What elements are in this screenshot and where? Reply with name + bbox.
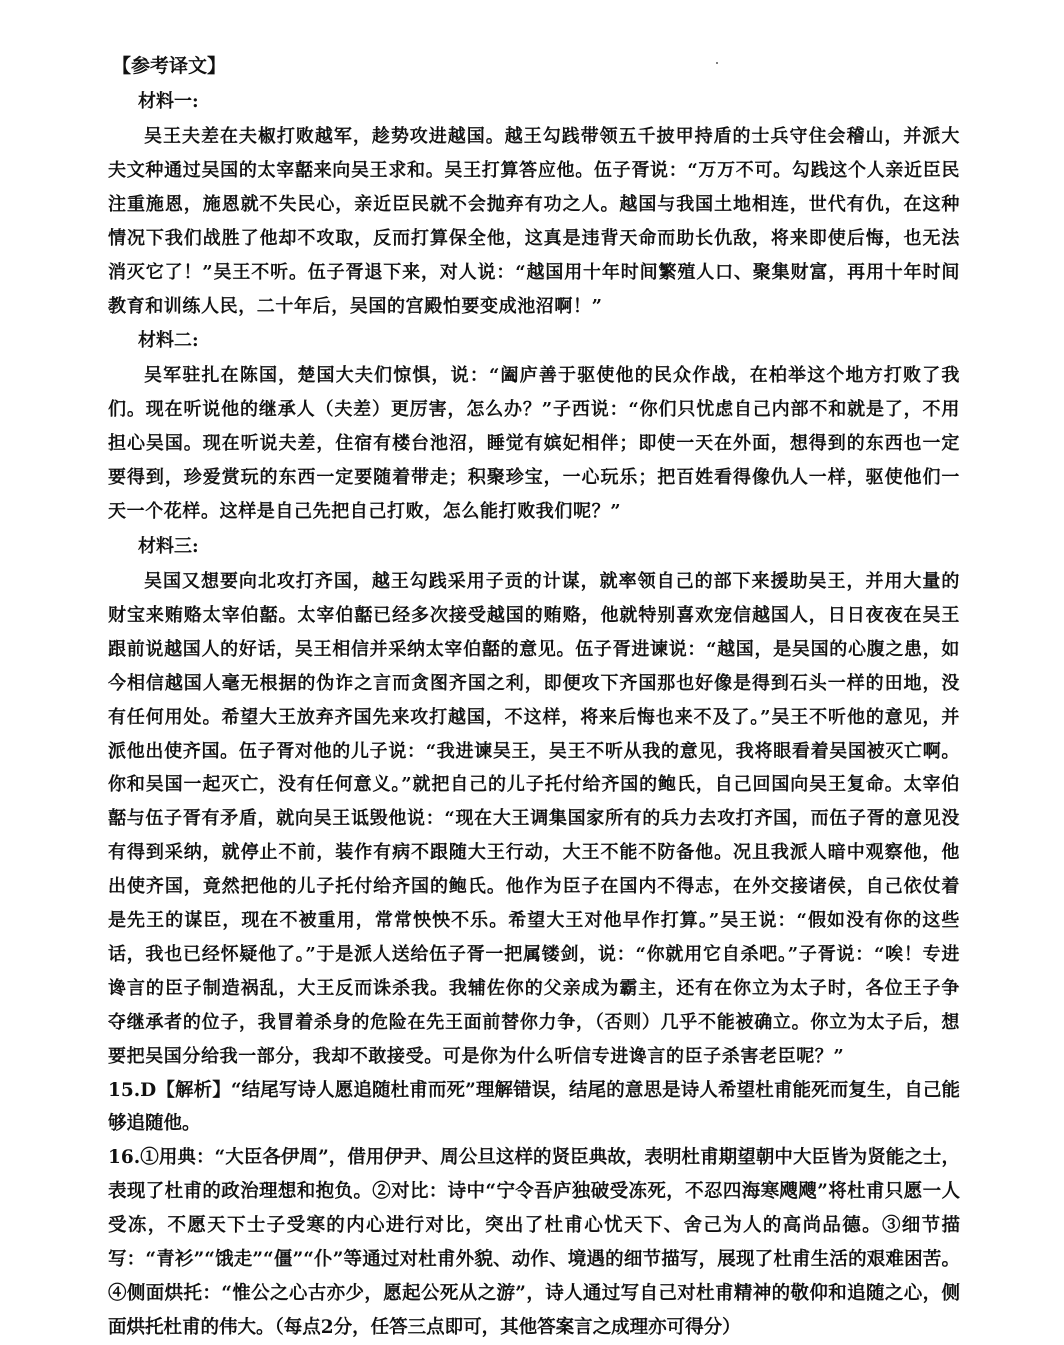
material-3-title: 材料三:	[138, 535, 199, 557]
answer-16: 16.①用典：“大臣各伊周”，借用伊尹、周公旦这样的贤臣典故，表明杜甫期望朝中大臣皆为贤能之士，表现了杜甫的政治理想和抱负。②对比：诗中“宁令吾庐独破受冻死，不忍四海寒飕飕”将杜甫只愿一人受冻，不愿天下士子受寒的内心进行对比，突出了杜甫心忧天下、舍己为人的高尚品德。③细节描写：“青衫”“饿走”“僵”“仆”等通过对杜甫外貌、动作、境遇的细节描写，展现了杜甫生活的艰难困苦。④侧面烘托：“惟公之心古亦少，愿起公死从之游”，诗人通过写自己对杜甫精神的敬仰和追随之心，侧面烘托杜甫的伟大。（每点2分，任答三点即可，其他答案言之成理亦可得分）	[108, 1147, 960, 1338]
material-2-text: 吴军驻扎在陈国，楚国大夫们惊惧，说：“阖庐善于驱使他的民众作战，在柏举这个地方打败了我们。现在听说他的继承人（夫差）更厉害，怎么办？”子西说：“你们只忧虑自己内部不和就是了，不用担心吴国。现在听说夫差，住宿有楼台池沼，睡觉有嫔妃相伴；即使一天在外面，想得到的东西也一定要得到，珍爱赏玩的东西一定要随着带走；积聚珍宝，一心玩乐；把百姓看得像仇人一样，驱使他们一天一个花样。这样是自己先把自己打败，怎么能打败我们呢？”	[108, 365, 960, 523]
reference-translation-heading: 【参考译文】	[112, 55, 227, 77]
answer-15: 15.D【解析】“结尾写诗人愿追随杜甫而死”理解错误，结尾的意思是诗人希望杜甫能死而复生，自己能够追随他。	[108, 1079, 960, 1135]
material-2-title: 材料二:	[138, 330, 199, 352]
document-page	[108, 48, 960, 1345]
material-3-text: 吴国又想要向北攻打齐国，越王勾践采用子贡的计谋，就率领自己的部下来援助吴王，并用大量的财宝来贿赂太宰伯嚭。太宰伯嚭已经多次接受越国的贿赂，他就特别喜欢宠信越国人，日日夜夜在吴王跟前说越国人的好话，吴王相信并采纳太宰伯嚭的意见。伍子胥进谏说：“越国，是吴国的心腹之患，如今相信越国人毫无根据的伪诈之言而贪图齐国之利，即便攻下齐国那也好像是得到石头一样的田地，没有任何用处。希望大王放弃齐国先来攻打越国，不这样，将来后悔也来不及了。”吴王不听他的意见，并派他出使齐国。伍子胥对他的儿子说：“我进谏吴王，吴王不听从我的意见，我将眼看着吴国被灭亡啊。你和吴国一起灭亡，没有任何意义。”就把自己的儿子托付给齐国的鲍氏，自己回国向吴王复命。太宰伯嚭与伍子胥有矛盾，就向吴王诋毁他说：“现在大王调集国家所有的兵力去攻打齐国，而伍子胥的意见没有得到采纳，就停止不前，装作有病不跟随大王行动，大王不能不防备他。况且我派人暗中观察他，他出使齐国，竟然把他的儿子托付给齐国的鲍氏。他作为臣子在国内不得志，在外交接诸侯，自己依仗着是先王的谋臣，现在不被重用，常常怏怏不乐。希望大王对他早作打算。”吴王说：“假如没有你的这些话，我也已经怀疑他了。”于是派人送给伍子胥一把属镂剑，说：“你就用它自杀吧。”子胥说：“唉！专进谗言的臣子制造祸乱，大王反而诛杀我。我辅佐你的父亲成为霸主，还有在你立为太子时，各位王子争夺继承者的位子，我冒着杀身的危险在先王面前替你力争，（否则）几乎不能被确立。你立为太子后，想要把吴国分给我一部分，我却不敢接受。可是你为什么听信专进谗言的臣子杀害老臣呢？”	[108, 570, 960, 1067]
material-1-text: 吴王夫差在夫椒打败越军，趁势攻进越国。越王勾践带领五千披甲持盾的士兵守住会稽山，并派大夫文种通过吴国的太宰嚭来向吴王求和。吴王打算答应他。伍子胥说：“万万不可。勾践这个人亲近臣民注重施恩，施恩就不失民心，亲近臣民就不会抛弃有功之人。越国与我国土地相连，世代有仇，在这种情况下我们战胜了他却不攻取，反而打算保全他，这真是违背天命而助长仇敌，将来即使后悔，也无法消灭它了！”吴王不听。伍子胥退下来，对人说：“越国用十年时间繁殖人口、聚集财富，再用十年时间教育和训练人民，二十年后，吴国的宫殿怕要变成池沼啊！”	[108, 126, 960, 317]
material-1-title: 材料一:	[138, 91, 199, 112]
